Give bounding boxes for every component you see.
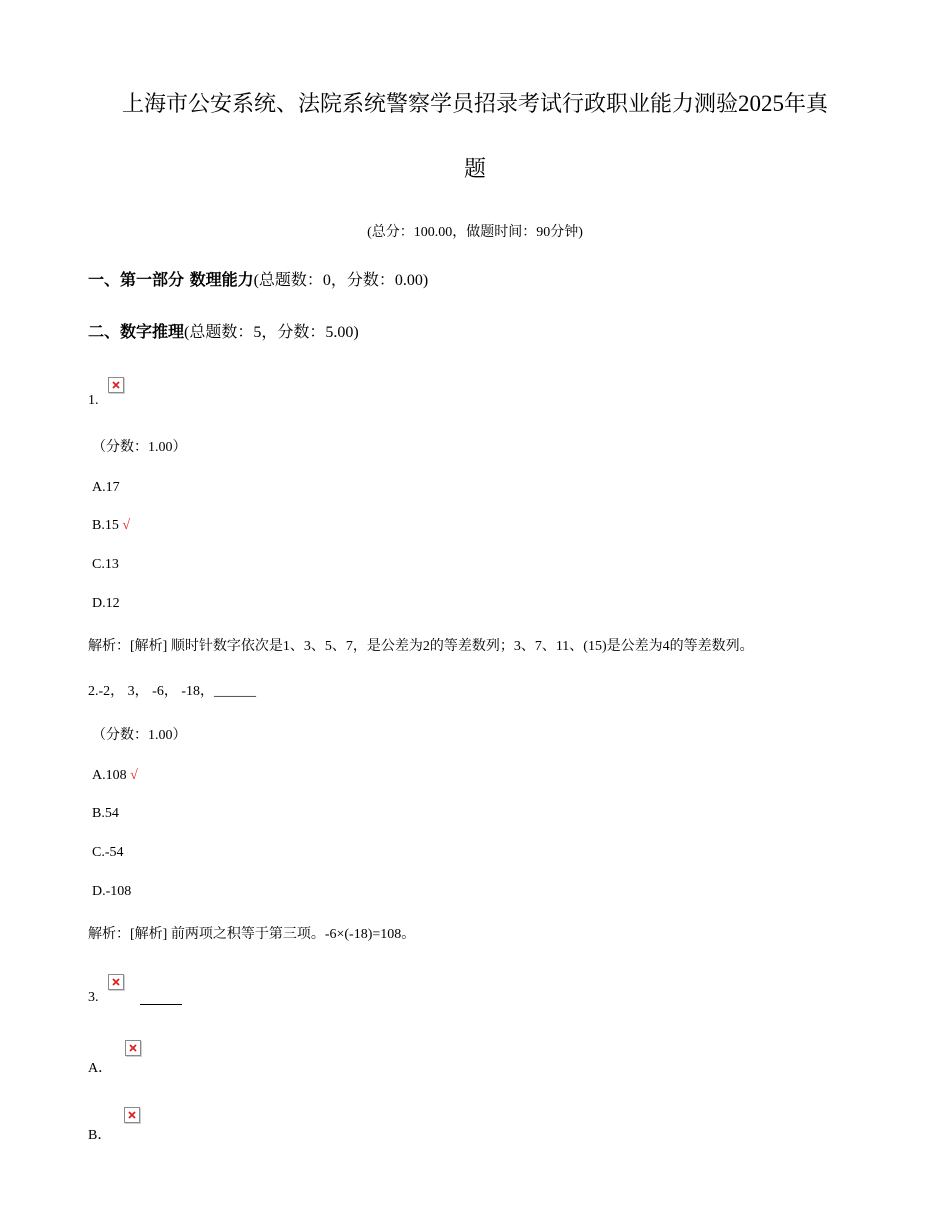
section-heading-2	[88, 319, 359, 342]
question-2-stem: 2.-2， 3， -6， -18，______	[88, 684, 256, 699]
question-1-analysis: 解析：[解析] 顺时针数字依次是1、3、5、7，是公差为2的等差数列；3、7、11、(15)是公差为4的等差数列。	[88, 639, 754, 654]
section-heading-1	[88, 267, 428, 290]
title-year: 2025	[738, 91, 784, 116]
question-3-number: 3.	[88, 990, 99, 1005]
correct-check-icon: √	[122, 518, 131, 533]
section-info: (总题数：5，分数：5.00)	[184, 324, 359, 341]
title-tail: 年真	[784, 92, 829, 117]
exam-meta: (总分：100.00，做题时间：90分钟)	[367, 225, 583, 240]
document-title-line-2: 题	[463, 157, 486, 182]
question-1-number: 1.	[88, 393, 99, 408]
option-text: A.108	[92, 768, 127, 783]
question-1-score: （分数：1.00）	[92, 440, 187, 455]
answer-blank	[140, 992, 182, 1010]
question-1-option-b	[92, 518, 130, 534]
question-2-score: （分数：1.00）	[92, 728, 187, 743]
section-info: (总题数：0，分数：0.00)	[253, 272, 429, 289]
broken-image-icon	[108, 377, 124, 393]
title-text: 上海市公安系统、法院系统警察学员招录考试行政职业能力测验	[121, 92, 738, 117]
broken-image-icon	[125, 1040, 141, 1056]
question-2-option-d: D.-108	[92, 884, 132, 899]
broken-image-icon	[124, 1107, 140, 1123]
question-2-analysis: 解析：[解析] 前两项之积等于第三项。-6×(-18)=108。	[88, 927, 416, 942]
question-1-option-c: C.13	[92, 557, 119, 572]
broken-image-icon	[108, 974, 124, 990]
option-text: B.15	[92, 518, 119, 533]
section-title: 一、第一部分 数理能力	[88, 270, 254, 289]
section-title: 二、数字推理	[88, 322, 185, 341]
question-1-option-d: D.12	[92, 596, 120, 611]
question-3-option-b: B．	[88, 1128, 112, 1143]
question-2-option-c: C.-54	[92, 845, 124, 860]
correct-check-icon: √	[130, 768, 138, 783]
document-title-line-1	[60, 90, 890, 119]
question-1-option-a: A.17	[92, 480, 120, 495]
question-3-option-a: A．	[88, 1061, 113, 1076]
question-2-option-b: B.54	[92, 806, 119, 821]
question-2-option-a	[92, 768, 138, 784]
